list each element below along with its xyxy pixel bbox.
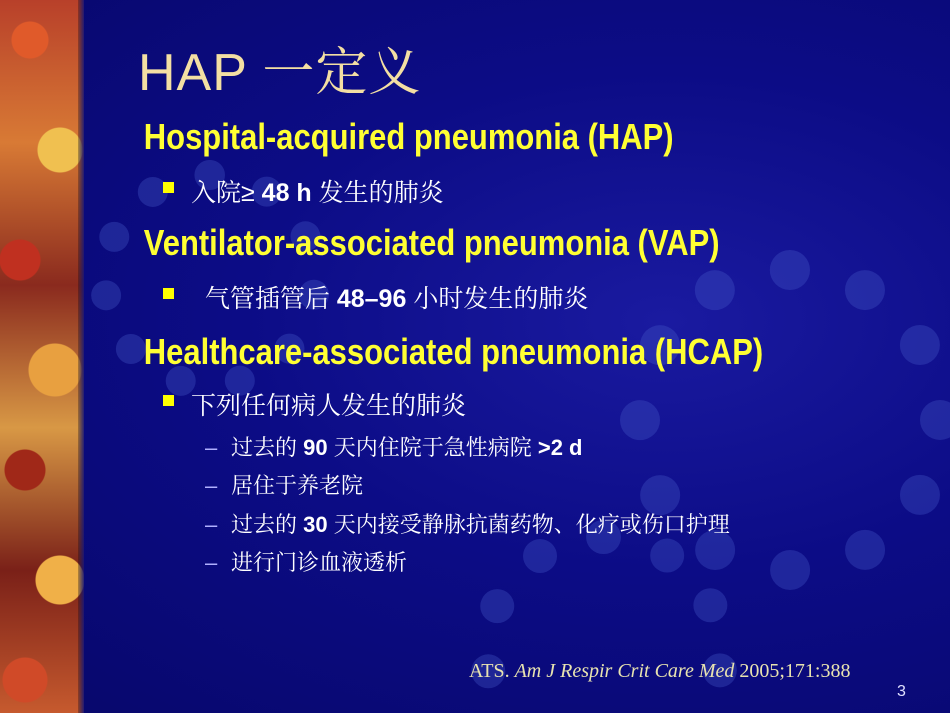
sub-bullet-text: 气管插管后 48–96 小时发生的肺炎 — [191, 285, 589, 313]
citation: ATS. Am J Respir Crit Care Med 2005;171:388 — [469, 660, 851, 682]
page-number: 3 — [897, 683, 906, 700]
square-bullet-icon — [163, 395, 174, 406]
decorative-side-strip — [0, 0, 84, 713]
sub-bullet-hcap-definition — [160, 386, 466, 422]
bullet-vap — [118, 222, 720, 264]
square-bullet-icon — [163, 288, 174, 299]
hcap-criterion: – 过去的 90 天内住院于急性病院 >2 d — [205, 435, 583, 460]
sub-bullet-hap-definition — [160, 173, 444, 209]
hcap-criterion: – 过去的 30 天内接受静脉抗菌药物、化疗或伤口护理 — [205, 512, 730, 537]
bullet-heading: Hospital-acquired pneumonia (HAP) — [143, 116, 674, 157]
bullet-hap — [118, 116, 674, 158]
hcap-criterion: – 进行门诊血液透析 — [205, 550, 408, 575]
sub-bullet-text: 入院≥ 48 h 发生的肺炎 — [191, 179, 444, 207]
hcap-criterion: – 居住于养老院 — [205, 473, 364, 498]
sub-bullet-text: 下列任何病人发生的肺炎 — [191, 392, 467, 420]
bullet-heading: Ventilator-associated pneumonia (VAP) — [143, 222, 720, 263]
slide-title: HAP 一定义 — [138, 44, 422, 102]
sub-bullet-vap-definition — [160, 279, 588, 315]
bullet-hcap — [118, 331, 763, 373]
bullet-heading: Healthcare-associated pneumonia (HCAP) — [143, 331, 764, 372]
square-bullet-icon — [163, 182, 174, 193]
